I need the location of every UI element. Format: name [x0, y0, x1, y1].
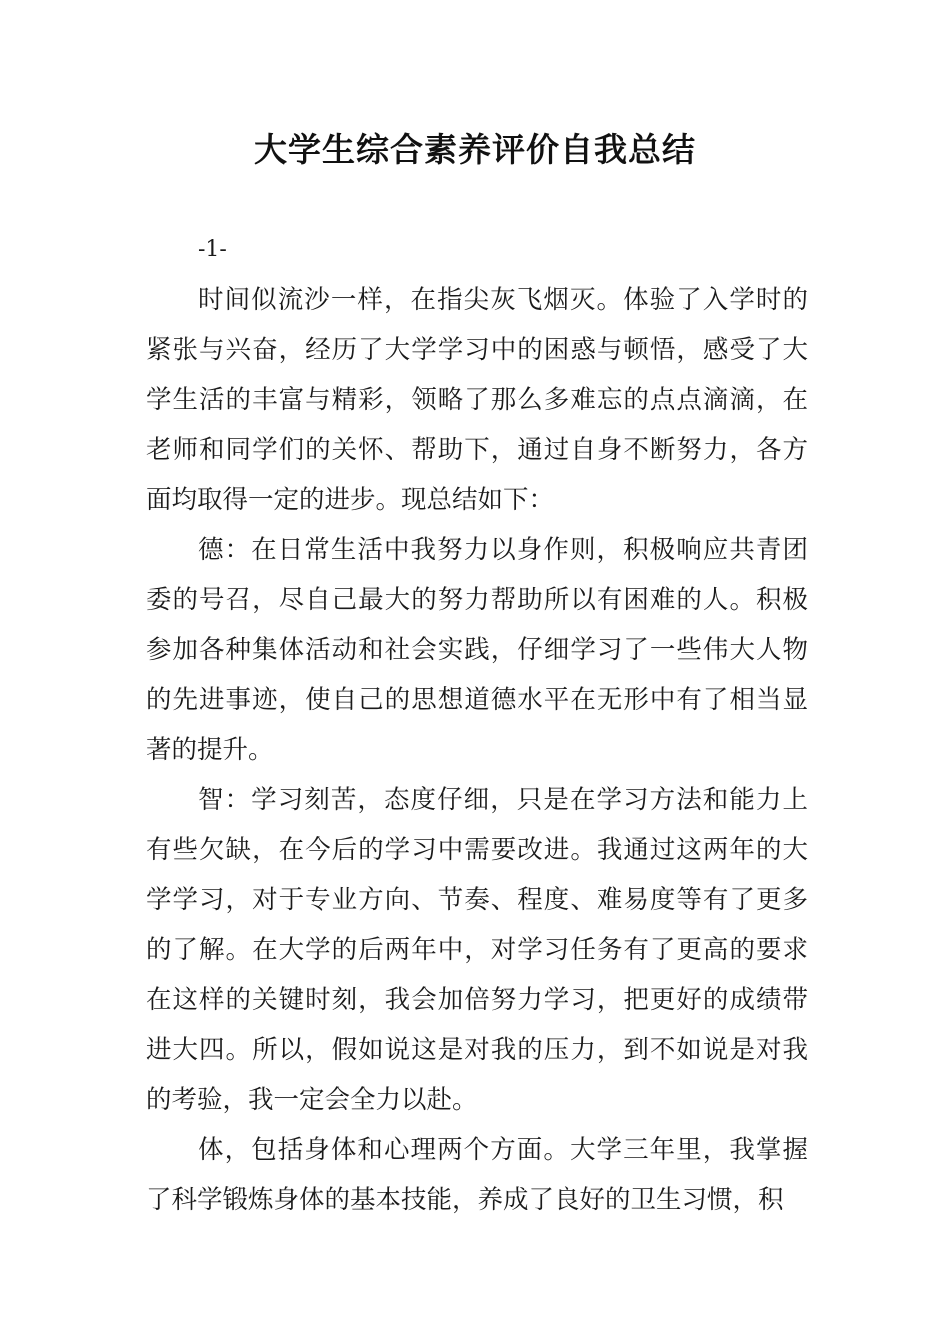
document-title: 大学生综合素养评价自我总结	[254, 130, 696, 169]
paragraph-intellect: 智：学习刻苦，态度仔细，只是在学习方法和能力上有些欠缺，在今后的学习中需要改进。我通过这两年的大学学习，对于专业方向、节奏、程度、难易度等有了更多的了解。在大学的后两年中，对学习任务有了更高的要求在这样的关键时刻，我会加倍努力学习，把更好的成绩带进大四。所以，假如说这是对我的压力，到不如说是对我的考验，我一定会全力以赴。	[146, 785, 808, 1115]
page-marker: -1-	[198, 237, 227, 262]
paragraph-physical: 体，包括身体和心理两个方面。大学三年里，我掌握了科学锻炼身体的基本技能，养成了良好的卫生习惯，积	[146, 1135, 808, 1215]
document-body	[146, 225, 808, 1225]
paragraph-intro: 时间似流沙一样，在指尖灰飞烟灭。体验了入学时的紧张与兴奋，经历了大学学习中的困惑与顿悟，感受了大学生活的丰富与精彩，领略了那么多难忘的点点滴滴，在老师和同学们的关怀、帮助下，通过自身不断努力，各方面均取得一定的进步。现总结如下：	[146, 285, 808, 515]
paragraph-morality: 德：在日常生活中我努力以身作则，积极响应共青团委的号召，尽自己最大的努力帮助所以有困难的人。积极参加各种集体活动和社会实践，仔细学习了一些伟大人物的先进事迹，使自己的思想道德水平在无形中有了相当显著的提升。	[146, 535, 808, 765]
